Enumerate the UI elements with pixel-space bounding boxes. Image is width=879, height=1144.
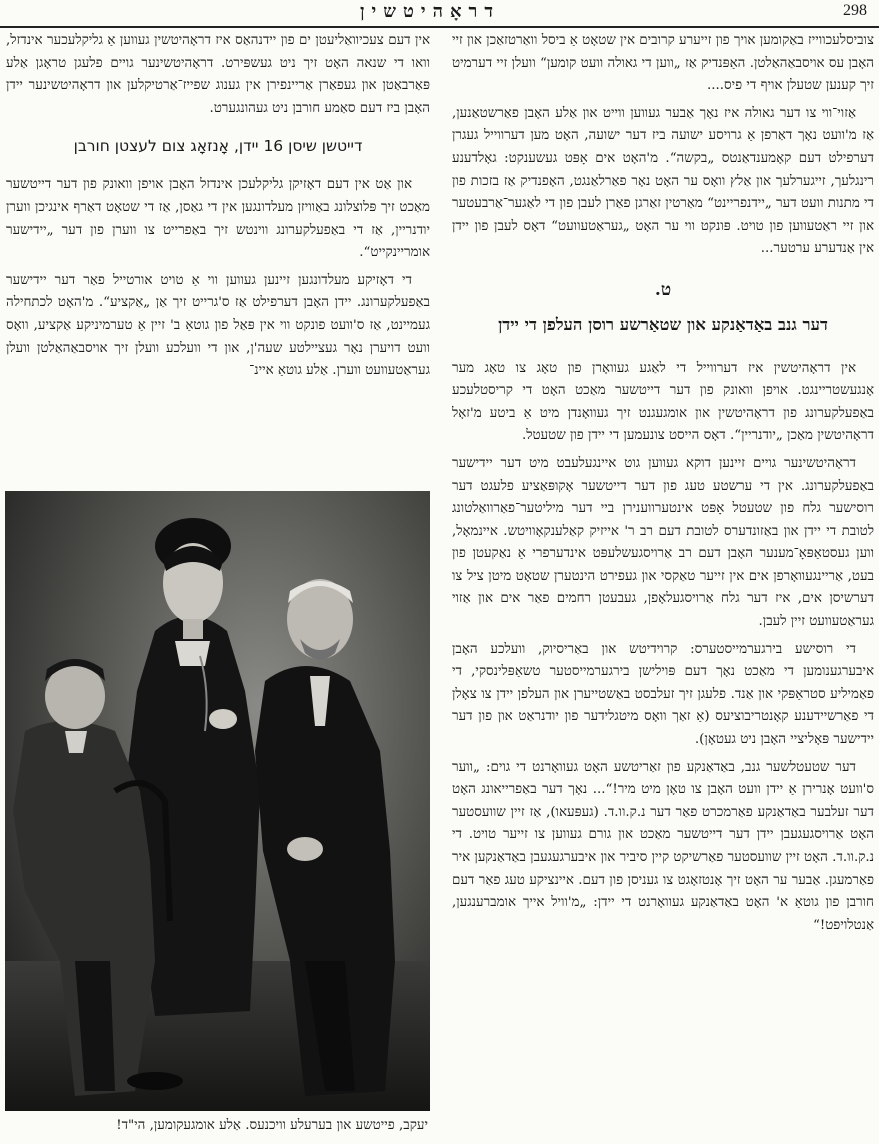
right-paragraph-4: דראָהיטשינער גויים זיינען דוקא געווען גוט איינגעלעבט מיט דער יידישער באַפעלקערונג. אין די ערשטע טעג פון דער דייטשער אָקופּאַציע פלעגט דער רוסישער גלח פון שטעטל אָפּט אינטערווענירן ביי דער מיליטער־פאַרוואַלטונג לטובת די יידן און באַזונדערס לטובת דעם רב ר' אייזיק קאַלענקאָוויטש. איינמאָל, ווען געסטאַפּאָ־מענער האָבן דעם רב אַרויסגעשלעפּט אינדערפרי אַ נאַקעטן פון בעט, אַריינגעוואָרפן אים אין זייער טאַקסי און געפירט הינטערן שטאָט מיטן ציל צו דערשיסן אים, איז דער גלח אַרויסגעלאָפן, געבעטן רחמים פאַר אים און אַזוי געראַטעוועט זיין לעבן.: [452, 455, 874, 630]
right-paragraph-3: אין דראָהיטשין איז דערווייל די לאַגע געוואָרן פון טאָג צו טאָג מער אָנגעשטריינגט. אויפן וואונק פון דער דייטשער מאַכט האָט די קריסטלעכע באַפעלקערונג פון דראָהיטשין און אומגעגנט זיך געוואָנדן מיט אַ ביטע מ'זאָל דראָהיטשין מאַכן „יודנריין“. דאָס הייסט צונעמען די יידן פון שטעטל.: [452, 360, 874, 444]
right-paragraph-6: דער שטעטלשער גנב, באַדאַנקע פון זאַריטשע האָט געוואָרנט די גוים: „ווער ס'וועט אָנרירן אַ יידן וועט האָבן צו טאָן מיט מיר!“... נאָך דער באַפרייאונג האָט דער זעלבער באַדאַנקע פאַרמכרט פאַר דער נ.ק.וו.ד. (געפּעאו), אַז זיין שוועסטער האָט אַרויסגעגעבן יידן דער דייטשער מאַכט און גורם געווען צו זייער טויט. די נ.ק.וו.ד. האָט זיין שוועסטער פאַרשיקט קיין סיביר און איבערגעגעבן באַדאַנקען איר פאַרמעגן. אַבער ער האָט זיך אָנטזאָגט צו געניסן פון דעם. איינציקע טעג פאַר דעם חורבן פון גוטאַ א' האָט באַדאַנקע געוואָרנט די יידן: „מ'וויל אייך אומברענגען, אַנטלויפט!“: [452, 759, 874, 933]
running-title: דראָהיטשין: [359, 1, 501, 22]
right-paragraph-5: די רוסישע בירגערמייסטערס: קרוידיטש און באַריסיוק, וועלכע האָבן איבערגענומען די מאַכט נאָך דעם פּוילישן בירגערמייסטער טשאַפּלינסקי, די פאַמיליע סטראַפּקי און אַנד. פלעגן זיך זעלבסט באַשטייערן און העלפן יידן צו צאָלן די פאַרשיידענע קאָנטריבוציעס (אַ זאַך וואָס מיטגלידער פון יודנראַט און פון דער יידישער פּאָליציי האָבן ניט געטאָן).: [452, 641, 874, 748]
left-paragraph-2: די דאָזיקע מעלדונגען זיינען געווען ווי אַ טויט אורטייל פאַר דער יידישער באַפעלקערונג. יידן האָבן דערפילט אַז ס'גרייט זיך אַן „אַקציע“. מ'האָט לכתחילה געמיינט, אַז ס'וועט פונקט ווי אין פּאַל פון גוטאַ ב' זיין אַ טערמיניקע אַקציע, וואָס וועט דויערן נאָר געציילטע שעה'ן, און די וועלכע וועלן זיך אויסבאַהאַלטן וועלן געראַטעוועט ווערן. אַלע גוטאַ איינ־: [6, 272, 430, 379]
photo-caption: יעקב, פייטשע און בערעלע וויכנעס. אַלע אומגעקומען, הי"ד!: [116, 1118, 428, 1133]
family-photograph: [5, 491, 430, 1111]
section-subheading: דייטשן שיסן 16 יידן, אָנזאָג צום לעצטן חורבן: [73, 137, 363, 156]
right-paragraph-2: אַזוי־ווי צו דער גאולה איז נאָך אַבער געווען ווייט און אַלע האָבן פאַרשטאַנען, אַז מ'וועט נאָך דאַרפן אַ גרויסע ישועה ביז דער ישועה, האָט מען דערווייל געגרן דערפילט דעם קאָמענדאַנטס „בקשה“. מ'האָט אים אָפּט געשענקט: גאָלדענע רינגלעך, זייגערלעך און אַלץ וואָס ער האָט נאָר פאַרלאַנגט, האָפנדיק אַז בזכות פון די מתנות וועט דער „יידנפריינט“ מאַרטין זאַרגן פאַרן לעבן פון די לאַגער־אַרבעטער און זיי ראַטעווען פון טויט. פּונקט ווי ער האָט „געראַטעוועט“ דאָס לעבן פון יידן אין אַנדערע ערטער...: [452, 105, 874, 257]
page-number: 298: [843, 2, 867, 19]
left-paragraph-1: און אַט אין דעם דאָזיקן גליקלעכן אינדזל האָבן אויפן וואונק פון דער דייטשער מאַכט זיך פּלוצלונג באַוויזן מעלדונגען אין די גאַסן, אַז די שטאָט דאַרף אינגיכן ווערן יודנריין, אַז די באַפעלקערונג ווינטש זיך באַפרייט צו ווערן פון דער „יידישער אומריינקייט“.: [6, 177, 430, 261]
left-paragraph-top: אין דעם צעכיוואַליעטן ים פון יידנהאַס איז דראָהיטשין געווען אַ גליקלעכער אינדזל, וואו די שנאה האָט זיך ניט געשפּירט. דראָהיטשינער גויים פלעגן טראָגן אַלע פּאַרבאַטן און געפאַרן אַריינפירן אין גענוג שפייז־אַרטיקלען און דראָהיטשינער יידן האָבן ביז דעם סאַמע חורבן ניט געהונגערט.: [6, 33, 430, 116]
right-column: [452, 30, 874, 942]
page-header: [0, 0, 879, 28]
right-paragraph-top: צוביסלעכווייז באַקומען אויך פון זייערע קרובים אין שטאָט אַ ביסל וואַרטזאַכן און זיי האָבן עס אויסבאַהאַלטן. האַפּנדיק אַז „ווען די גאולה וועט קומען“ וועלן זיי דערמיט זיך קענען שטעלן אויף די פיס....: [452, 33, 874, 94]
chapter-title: דער גנב באַדאַנקע און שטאַרשע רוסן העלפן די יידן: [498, 314, 828, 334]
left-column: [6, 30, 430, 388]
section-number: ט.: [654, 279, 672, 300]
